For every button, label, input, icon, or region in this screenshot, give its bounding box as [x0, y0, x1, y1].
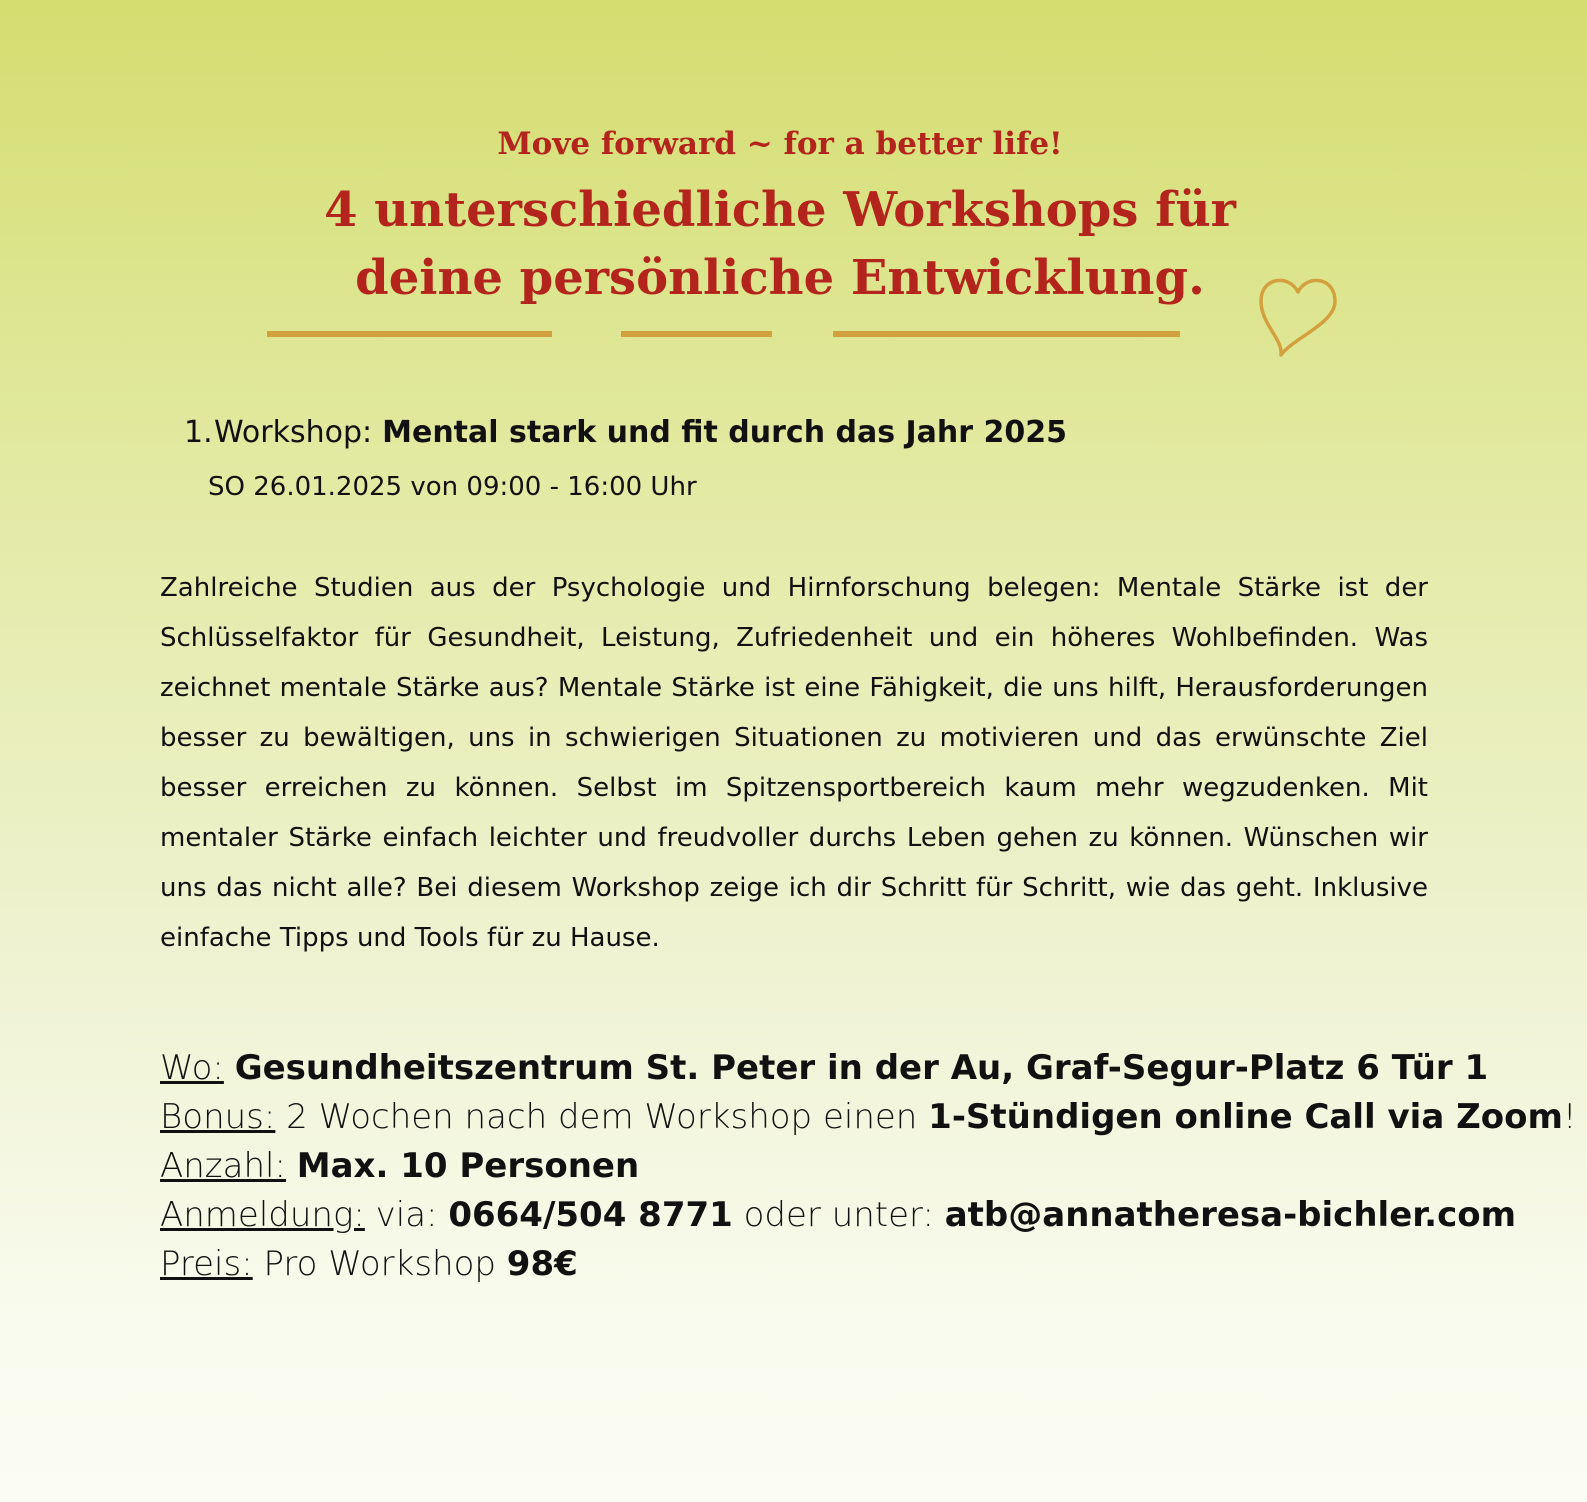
info-row-registration	[160, 1191, 1570, 1240]
email-address[interactable]: atb@annatheresa-bichler.com	[944, 1195, 1517, 1235]
info-row-location	[160, 1044, 1570, 1093]
heart-outline-icon	[1258, 272, 1338, 358]
count-value: Max. 10 Personen	[296, 1146, 640, 1186]
bonus-text: 2 Wochen nach dem Workshop einen	[286, 1097, 918, 1137]
info-row-price	[160, 1240, 1570, 1289]
divider-right	[833, 331, 1180, 337]
divider-middle	[621, 331, 772, 337]
workshop-description: Zahlreiche Studien aus der Psychologie und Hirnforschung belegen: Mentale Stärke ist der Schlüsselfaktor für Gesundheit, Leistung, Zufriedenheit und ein höheres Wohlbefinden. Was zeichnet mentale Stärke aus? Mentale Stärke ist eine Fähigkeit, die uns hilft, Herausforderungen besser zu bewältigen, uns in schwierigen Situationen zu motivieren und das erwünschte Ziel besser erreichen zu können. Selbst im Spitzensportbereich kaum mehr wegzudenken. Mit mentaler Stärke einfach leichter und freudvoller durchs Leben gehen zu können. Wünschen wir uns das nicht alle? Bei diesem Workshop zeige ich dir Schritt für Schritt, wie das geht. Inklusive einfache Tipps und Tools für zu Hause.	[160, 573, 1428, 953]
workshop-heading	[184, 415, 1067, 450]
workshop-title: Mental stark und fit durch das Jahr 2025	[382, 415, 1068, 450]
registration-or: oder unter:	[743, 1195, 934, 1235]
label-anzahl: Anzahl:	[160, 1146, 286, 1186]
info-block	[160, 1044, 1577, 1289]
label-anmeldung: Anmeldung:	[160, 1195, 365, 1235]
bonus-exclamation: !	[1562, 1097, 1577, 1137]
label-wo: Wo:	[160, 1048, 224, 1088]
workshop-date: SO 26.01.2025 von 09:00 - 16:00 Uhr	[208, 472, 697, 502]
workshop-number: 1.	[184, 415, 213, 450]
price-value: 98€	[506, 1244, 578, 1284]
label-preis: Preis:	[160, 1244, 253, 1284]
info-row-count	[160, 1142, 1570, 1191]
info-row-bonus	[160, 1093, 1577, 1142]
heart-shape	[1261, 280, 1335, 355]
bonus-highlight: 1-Stündigen online Call via Zoom	[928, 1097, 1563, 1137]
price-text: Pro Workshop	[263, 1244, 496, 1284]
divider-left	[267, 331, 552, 337]
workshop-label: Workshop:	[214, 415, 373, 450]
location-value: Gesundheitszentrum St. Peter in der Au, Graf-Segur-Platz 6 Tür 1	[234, 1048, 1489, 1088]
headline-line-1: 4 unterschiedliche Workshops für	[324, 182, 1236, 238]
registration-via: via:	[375, 1195, 438, 1235]
phone-number[interactable]: 0664/504 8771	[448, 1195, 733, 1235]
headline-line-2: deine persönliche Entwicklung.	[355, 250, 1205, 306]
tagline: Move forward ~ for a better life!	[497, 126, 1063, 162]
label-bonus: Bonus:	[160, 1097, 276, 1137]
